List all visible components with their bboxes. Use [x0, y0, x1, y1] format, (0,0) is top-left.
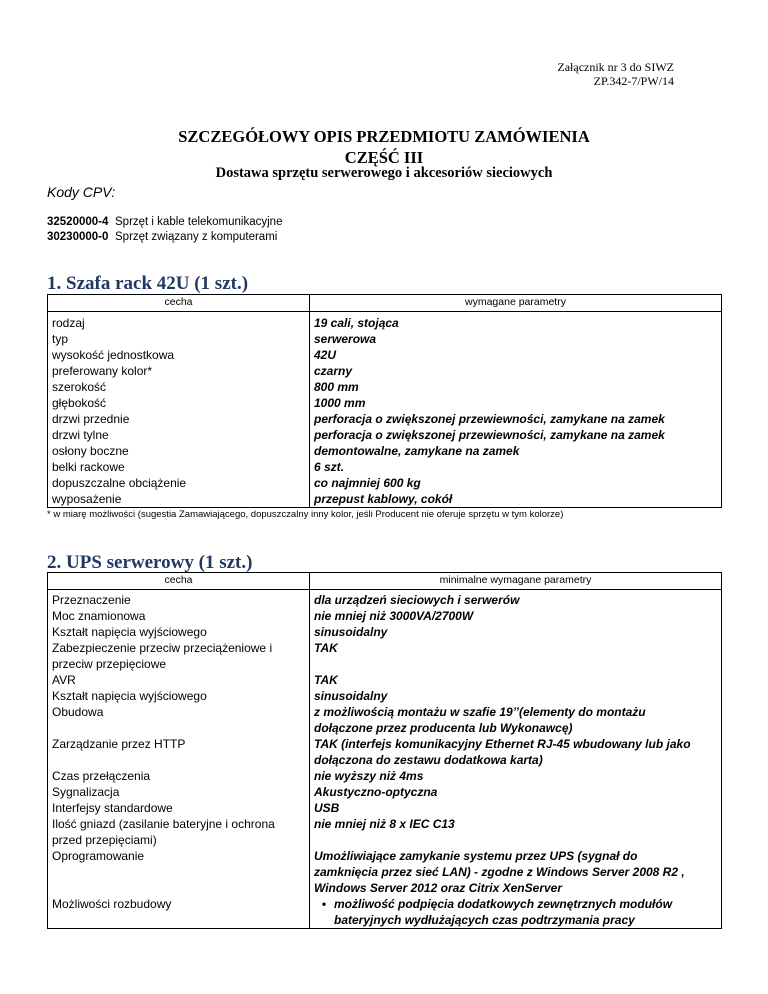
table-row	[48, 590, 722, 609]
feature-cell: osłony boczne	[48, 443, 310, 459]
cpv-description: Sprzęt i kable telekomunikacyjne	[115, 216, 283, 228]
feature-cell: dopuszczalne obciążenie	[48, 475, 310, 491]
table-row	[48, 800, 722, 816]
page-subtitle: Dostawa sprzętu serwerowego i akcesoriów sieciowych	[215, 165, 553, 181]
value-cell: TAK	[314, 673, 338, 687]
table-row	[48, 640, 722, 672]
bullet-icon: •	[321, 897, 327, 911]
reference-number: ZP.342-7/PW/14	[593, 74, 674, 88]
table-row	[48, 624, 722, 640]
page-title: SZCZEGÓŁOWY OPIS PRZEDMIOTU ZAMÓWIENIA	[178, 127, 590, 146]
table-row	[48, 704, 722, 736]
table-row	[48, 672, 722, 688]
value-cell: 1000 mm	[314, 396, 366, 410]
value-cell: 19 cali, stojąca	[314, 316, 399, 330]
table-header-row	[48, 295, 722, 312]
rack-spec-table	[47, 294, 722, 508]
feature-cell: Kształt napięcia wyjściowego	[48, 688, 310, 704]
cpv-code: 30230000-0	[47, 231, 109, 243]
table-row	[48, 768, 722, 784]
table-row	[48, 363, 722, 379]
table-row	[48, 331, 722, 347]
value-line: Umożliwiające zamykanie systemu przez UPS (sygnał do	[314, 849, 638, 863]
table-row	[48, 848, 722, 896]
document-header	[557, 60, 674, 88]
table-row	[48, 491, 722, 508]
cpv-item	[47, 231, 277, 243]
feature-cell: Czas przełączenia	[48, 768, 310, 784]
table-row	[48, 347, 722, 363]
value-cell: serwerowa	[314, 332, 377, 346]
column-header-feature: cecha	[48, 295, 310, 312]
value-cell: czarny	[314, 364, 353, 378]
ups-spec-table	[47, 572, 722, 929]
feature-cell: rodzaj	[48, 312, 310, 332]
value-cell: sinusoidalny	[314, 689, 388, 703]
page-title-part: CZĘŚĆ III	[344, 148, 424, 167]
feature-cell: Interfejsy standardowe	[48, 800, 310, 816]
table-row	[48, 475, 722, 491]
value-cell: nie mniej niż 3000VA/2700W	[314, 609, 474, 623]
value-cell: co najmniej 600 kg	[314, 476, 421, 490]
value-cell: sinusoidalny	[314, 625, 388, 639]
value-line: Windows Server 2012 oraz Citrix XenServer	[314, 881, 563, 895]
table-row	[48, 411, 722, 427]
feature-cell	[48, 640, 310, 672]
value-cell: nie mniej niż 8 x IEC C13	[314, 817, 455, 831]
value-cell: perforacja o zwiększonej przewiewności, zamykane na zamek	[314, 412, 665, 426]
table-row	[48, 312, 722, 332]
value-line: dołączona do zestawu dodatkowa karta)	[314, 753, 543, 767]
feature-cell: Możliwości rozbudowy	[48, 896, 310, 929]
value-cell: 42U	[314, 348, 337, 362]
feature-cell: głębokość	[48, 395, 310, 411]
column-header-feature: cecha	[48, 573, 310, 590]
value-cell: USB	[314, 801, 340, 815]
feature-cell: Sygnalizacja	[48, 784, 310, 800]
feature-line: przed przepięciami)	[52, 833, 157, 847]
section-heading-ups: 2. UPS serwerowy (1 szt.)	[47, 552, 253, 573]
cpv-description: Sprzęt związany z komputerami	[115, 231, 278, 243]
feature-line: przeciw przepięciowe	[52, 657, 167, 671]
value-cell: dla urządzeń sieciowych i serwerów	[314, 593, 520, 607]
table-row	[48, 816, 722, 848]
value-line: możliwość podpięcia dodatkowych zewnętrznych modułów	[334, 897, 673, 911]
table-row	[48, 443, 722, 459]
feature-cell: drzwi tylne	[48, 427, 310, 443]
feature-line: Ilość gniazd (zasilanie bateryjne i ochrona	[52, 817, 275, 831]
feature-cell: preferowany kolor*	[48, 363, 310, 379]
value-cell: 6 szt.	[314, 460, 345, 474]
table-row	[48, 688, 722, 704]
table-row	[48, 395, 722, 411]
feature-cell: szerokość	[48, 379, 310, 395]
table-row	[48, 459, 722, 475]
feature-cell: drzwi przednie	[48, 411, 310, 427]
value-cell: demontowalne, zamykane na zamek	[314, 444, 520, 458]
value-cell: nie wyższy niż 4ms	[314, 769, 424, 783]
feature-cell: typ	[48, 331, 310, 347]
table-row	[48, 427, 722, 443]
value-cell	[310, 896, 722, 929]
value-line: dołączone przez producenta lub Wykonawcę)	[314, 721, 573, 735]
feature-line: Zabezpieczenie przeciw przeciążeniowe i	[52, 641, 273, 655]
feature-cell: Przeznaczenie	[48, 590, 310, 609]
feature-cell: wysokość jednostkowa	[48, 347, 310, 363]
value-line: zamknięcia przez sieć LAN) - zgodne z Windows Server 2008 R2 ,	[314, 865, 685, 879]
feature-cell: belki rackowe	[48, 459, 310, 475]
value-cell: perforacja o zwiększonej przewiewności, zamykane na zamek	[314, 428, 665, 442]
table-row	[48, 784, 722, 800]
feature-cell: AVR	[48, 672, 310, 688]
cpv-label: Kody CPV:	[47, 184, 116, 200]
table-row	[48, 379, 722, 395]
feature-cell: Obudowa	[48, 704, 310, 736]
value-cell: przepust kablowy, cokół	[314, 492, 453, 506]
feature-cell: wyposażenie	[48, 491, 310, 508]
column-header-params: minimalne wymagane parametry	[310, 573, 722, 590]
table-header-row	[48, 573, 722, 590]
feature-cell: Kształt napięcia wyjściowego	[48, 624, 310, 640]
footnote: * w miarę możliwości (sugestia Zamawiającego, dopuszczalny inny kolor, jeśli Producent nie oferuje sprzętu w tym kolorze)	[47, 509, 564, 520]
value-line: z możliwością montażu w szafie 19’’(elementy do montażu	[314, 705, 646, 719]
feature-cell: Moc znamionowa	[48, 608, 310, 624]
value-cell: TAK	[314, 641, 338, 655]
attachment-label: Załącznik nr 3 do SIWZ	[557, 60, 674, 74]
feature-cell: Oprogramowanie	[48, 848, 310, 896]
table-row	[48, 608, 722, 624]
value-cell: Akustyczno-optyczna	[314, 785, 438, 799]
feature-cell: Zarządzanie przez HTTP	[48, 736, 310, 768]
value-line: bateryjnych wydłużających czas podtrzymania pracy	[334, 913, 635, 927]
value-cell	[310, 736, 722, 768]
section-heading-rack: 1. Szafa rack 42U (1 szt.)	[47, 273, 249, 294]
cpv-code: 32520000-4	[47, 216, 109, 228]
table-row	[48, 736, 722, 768]
cpv-item	[47, 216, 282, 228]
table-row	[48, 896, 722, 929]
feature-cell	[48, 816, 310, 848]
value-line: TAK (interfejs komunikacyjny Ethernet RJ-45 wbudowany lub jako	[314, 737, 691, 751]
value-cell: 800 mm	[314, 380, 359, 394]
value-cell	[310, 704, 722, 736]
column-header-params: wymagane parametry	[310, 295, 722, 312]
value-cell	[310, 848, 722, 896]
